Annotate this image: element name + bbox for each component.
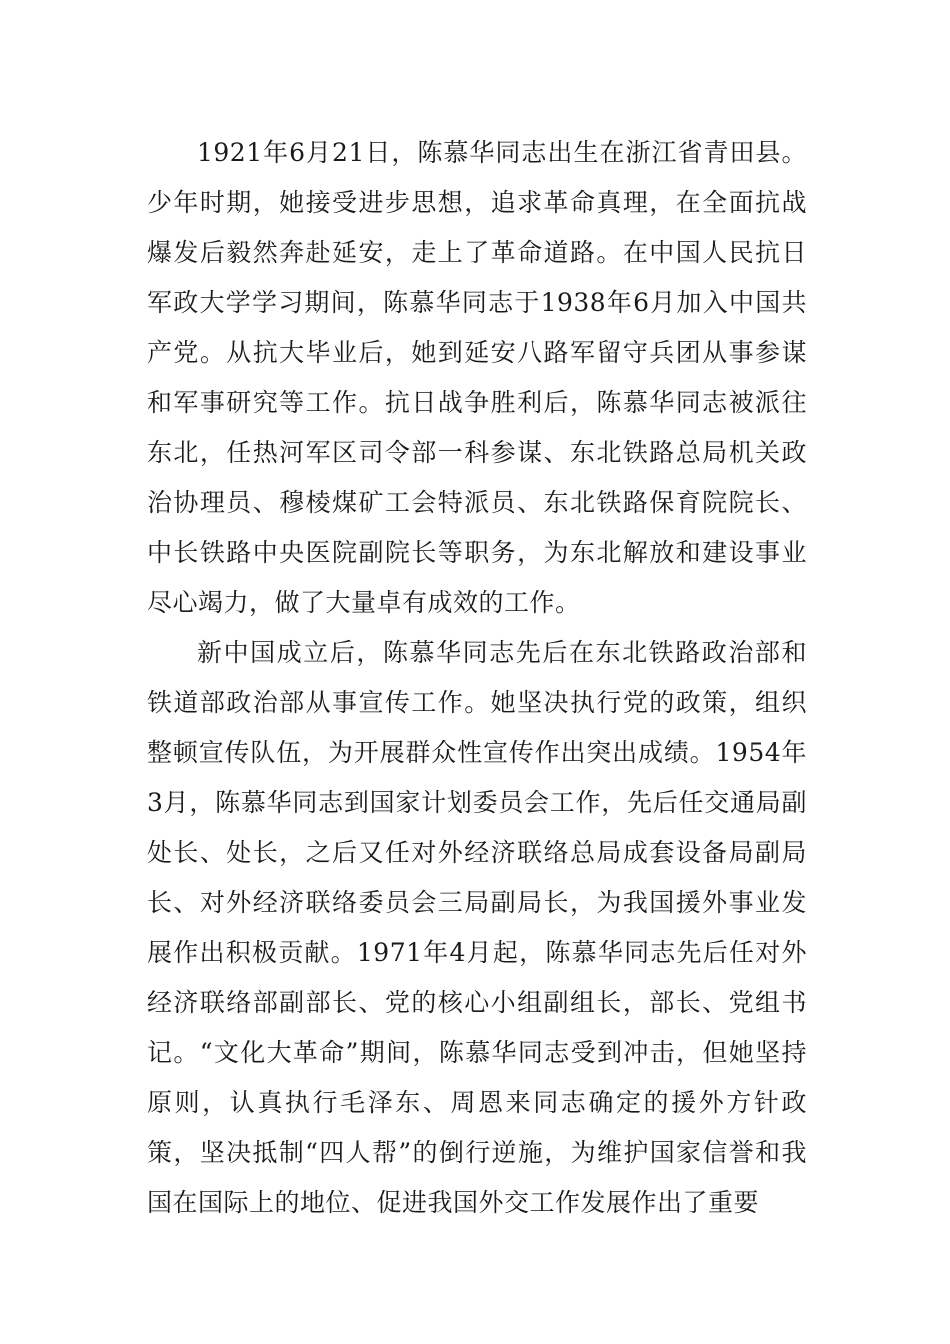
paragraph-2: 新中国成立后，陈慕华同志先后在东北铁路政治部和铁道部政治部从事宣传工作。她坚决执行党的政策，组织整顿宣传队伍，为开展群众性宣传作出突出成绩。1954年3月，陈慕华同志到国家计划委员会工作，先后任交通局副处长、处长，之后又任对外经济联络总局成套设备局副局长、对外经济联络委员会三局副局长，为我国援外事业发展作出积极贡献。1971年4月起，陈慕华同志先后任对外经济联络部副部长、党的核心小组副组长，部长、党组书记。“文化大革命”期间，陈慕华同志受到冲击，但她坚持原则，认真执行毛泽东、周恩来同志确定的援外方针政策，坚决抵制“四人帮”的倒行逆施，为维护国家信誉和我国在国际上的地位、促进我国外交工作发展作出了重要: [147, 638, 807, 1217]
paragraph-1: 1921年6月21日，陈慕华同志出生在浙江省青田县。少年时期，她接受进步思想，追求革命真理，在全面抗战爆发后毅然奔赴延安，走上了革命道路。在中国人民抗日军政大学学习期间，陈慕华同志于1938年6月加入中国共产党。从抗大毕业后，她到延安八路军留守兵团从事参谋和军事研究等工作。抗日战争胜利后，陈慕华同志被派往东北，任热河军区司令部一科参谋、东北铁路总局机关政治协理员、穆棱煤矿工会特派员、东北铁路保育院院长、中长铁路中央医院副院长等职务，为东北解放和建设事业尽心竭力，做了大量卓有成效的工作。: [147, 138, 807, 617]
document-body: [147, 128, 807, 1228]
